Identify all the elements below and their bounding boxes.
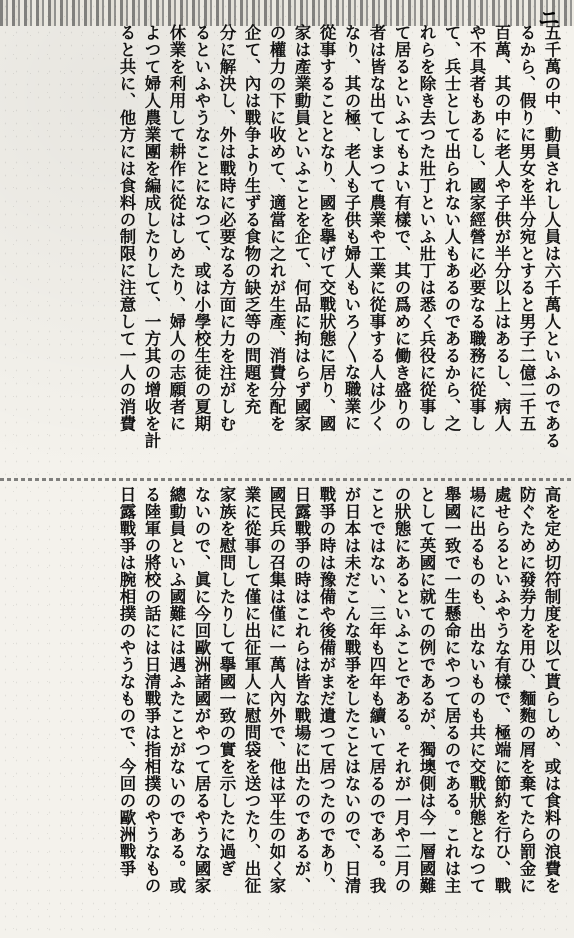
- text-column: 百萬、其の中に老人や子供が半分以上はあるし、病人: [492, 24, 511, 432]
- section-divider: [0, 478, 574, 481]
- text-column: 者は皆な出てしまつて農業や工業に從事する人は少く: [367, 24, 386, 432]
- text-column: 總動員といふ國難には遇ふたことがないのである。或: [167, 486, 186, 894]
- torn-header-strip: [0, 0, 574, 26]
- text-column: や不具者もあるし、國家經營に必要なる職務に從事し: [467, 24, 486, 432]
- text-column: 戰爭の時は豫備や後備がまだ遺つて居つたのであり、: [317, 486, 336, 894]
- text-column: ことではない、三年も四年も續いて居るのである。我: [367, 486, 386, 894]
- text-column: なり、其の極、老人も子供も婦人もいろ〳〵な職業に: [342, 24, 361, 432]
- text-column: 防ぐために發券力を用ひ、麵麭の屑を棄てたら罰金に: [517, 486, 536, 894]
- text-column: 處せらるといふやうな有樣で、極端に節約を行ひ、戰: [492, 486, 511, 894]
- text-column: 場に出るものも、出ないものも共に交戰狀態となつて: [467, 486, 486, 894]
- text-column: が日本は未だこんな戰爭をしたことはないので、日清: [342, 486, 361, 894]
- text-column: よつて婦人農業團を編成したりして、一方其の增收を計: [142, 24, 161, 449]
- text-column: るといふやうなことになつて、或は小學校生徒の夏期: [192, 24, 211, 432]
- text-column: て、兵士として出られない人もあるのであるから、之: [442, 24, 461, 432]
- text-column: の狀態にあるといふことである。それが一月や二月の: [392, 486, 411, 894]
- text-column: れらを除き去つた壯丁といふ壯丁は悉く兵役に從事し: [417, 24, 436, 432]
- text-column: る陸軍の將校の話には日清戰爭は指相撲のやうなもの: [142, 486, 161, 894]
- text-column: 五千萬の中、動員されし人員は六千萬人といふのである: [542, 24, 561, 449]
- text-column: 高を定め切符制度を以て貰らしめ、或は食料の浪費を: [542, 486, 561, 894]
- text-column: 國民兵の召集は僅に一萬人內外で、他は平生の如く家: [267, 486, 286, 894]
- text-column: 業に從事して僅に出征軍人に慰問袋を送つたり、出征: [242, 486, 261, 894]
- text-column: 舉國一致で一生懸命にやつて居るのである。これは主: [442, 486, 461, 894]
- text-column: として英國に就ての例であるが、獨墺側は今一層國難: [417, 486, 436, 894]
- text-column: ないので、眞に今回歐洲諸國がやつて居るやうな國家: [192, 486, 211, 894]
- lower-text-block: [14, 486, 564, 932]
- text-column: 休業を利用して耕作に從はしめたり、婦人の志願者に: [167, 24, 186, 432]
- upper-text-block: [14, 24, 564, 476]
- text-column: るから、假りに男女を半分宛とすると男子二億二千五: [517, 24, 536, 432]
- text-column: 日露戰爭は腕相撲のやうなもので、今回の歐洲戰爭: [117, 486, 136, 877]
- text-column: 企て、內は戰争より生ずる食物の缺乏等の問題を充: [242, 24, 261, 415]
- header-fragment: ニ: [537, 6, 566, 32]
- text-column: 分に解決し、外は戰時に必要なる方面に力を注がしむ: [217, 24, 236, 432]
- text-column: ると共に、他方には食料の制限に注意して一人の消費: [117, 24, 136, 432]
- text-column: 從事することとなり、國を擧げて交戰狀態に居り、國: [317, 24, 336, 432]
- text-column: の權力の下に收めて、適當に之れが生產、消費分配を: [267, 24, 286, 432]
- text-column: 家族を慰問したりして擧國一致の實を示したに過ぎ: [217, 486, 236, 877]
- text-column: 家は產業動員といふことを企て、何品に拘はらず國家: [292, 24, 311, 432]
- text-column: て居るといふてもよい有樣で、其の爲めに働き盛りの: [392, 24, 411, 432]
- text-column: 日露戰爭の時はこれらは皆な戰場に出たのであるが、: [292, 486, 311, 894]
